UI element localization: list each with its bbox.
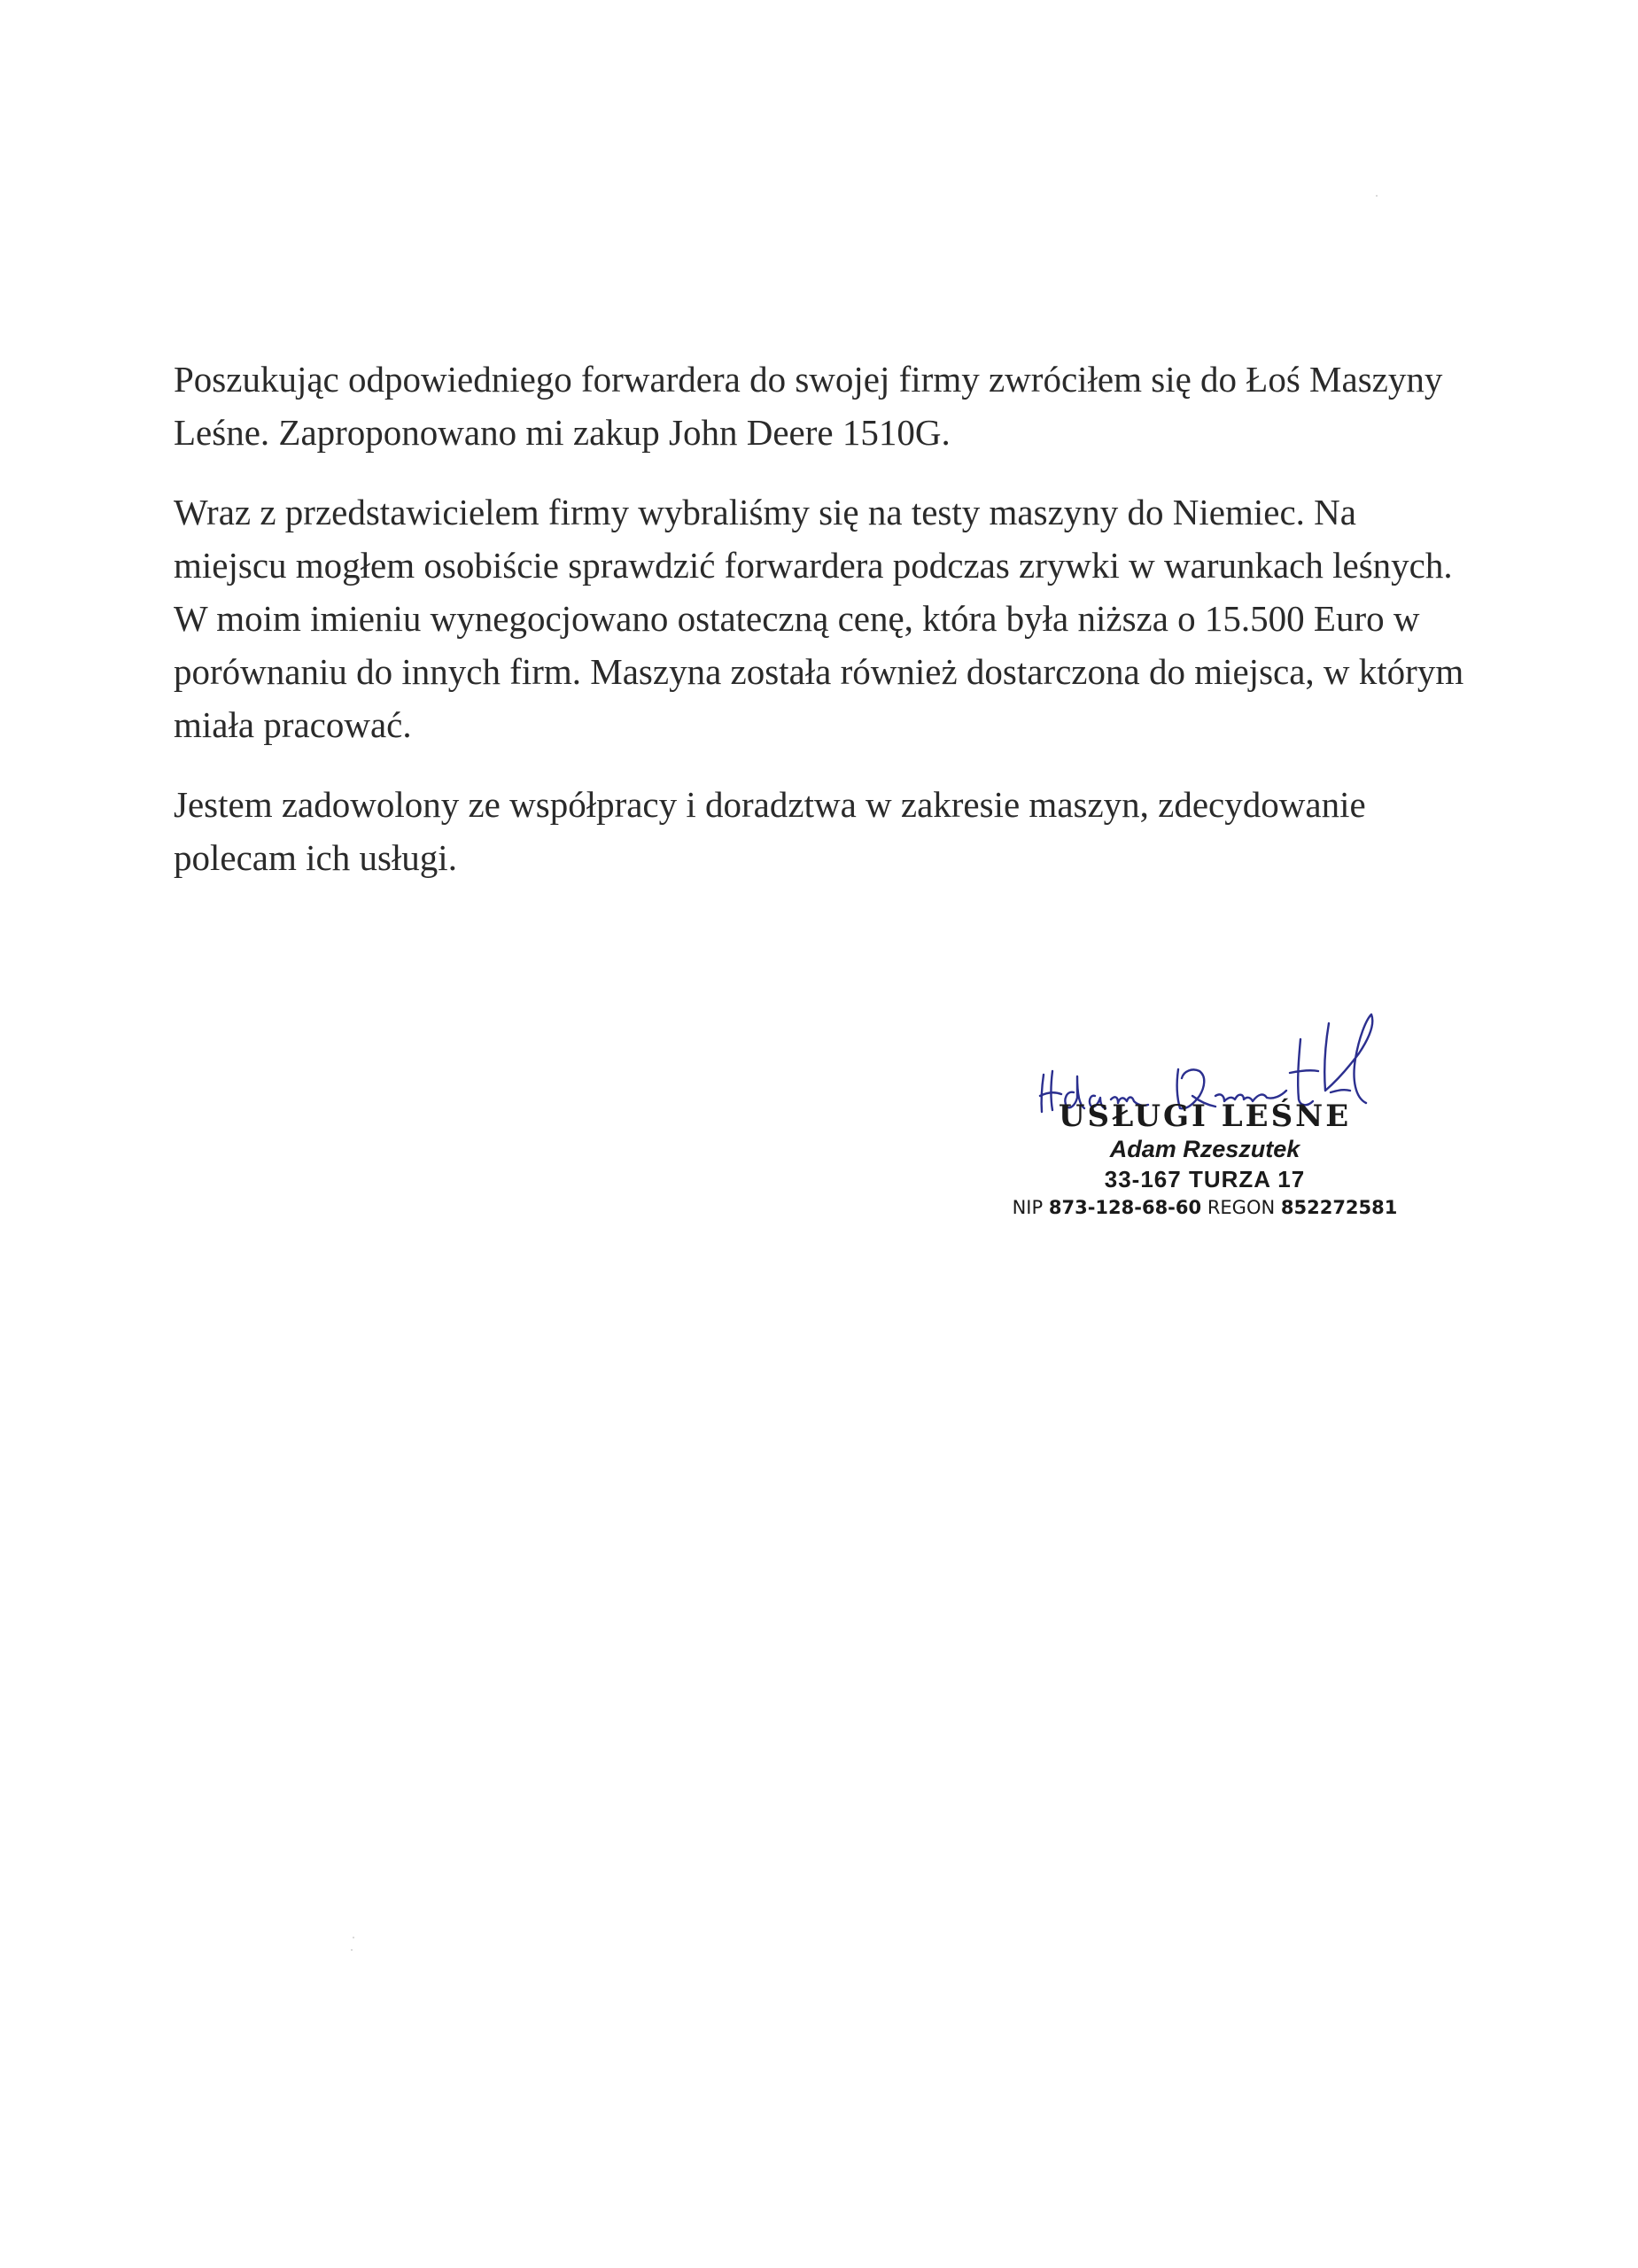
paragraph-2: Wraz z przedstawicielem firmy wybraliśmy się na testy maszyny do Niemiec. Na miejscu mogłem osobiście sprawdzić forwardera podczas zrywki w warunkach leśnych. W moim imieniu wynegocjowano ostateczną cenę, która była niższa o 15.500 Euro w porównaniu do innych firm. Maszyna została również dostarczona do miejsca, w którym miała pracować. [174, 492, 1464, 745]
paragraph-3: Jestem zadowolony ze współpracy i doradztwa w zakresie maszyn, zdecydowanie polecam ich usługi. [174, 784, 1366, 878]
stamp-owner-name: Adam Rzeszutek [1109, 1136, 1300, 1162]
stamp-address: 33-167 TURZA 17 [1104, 1166, 1306, 1192]
scan-speck [353, 1937, 354, 1938]
scan-speck [1376, 195, 1378, 197]
regon-label: REGON [1207, 1197, 1276, 1218]
letter-body [174, 353, 1467, 911]
scan-speck [351, 1949, 353, 1951]
company-stamp [992, 1099, 1417, 1221]
stamp-tax-ids [992, 1194, 1417, 1221]
regon-number: 852272581 [1280, 1197, 1398, 1218]
stamp-company-name: USŁUGI LEŚNE [1058, 1099, 1352, 1134]
nip-label: NIP [1012, 1197, 1044, 1218]
paragraph-1: Poszukując odpowiedniego forwardera do swojej firmy zwróciłem się do Łoś Maszyny Leśne. Zaproponowano mi zakup John Deere 1510G. [174, 359, 1443, 453]
nip-number: 873-128-68-60 [1048, 1197, 1202, 1218]
